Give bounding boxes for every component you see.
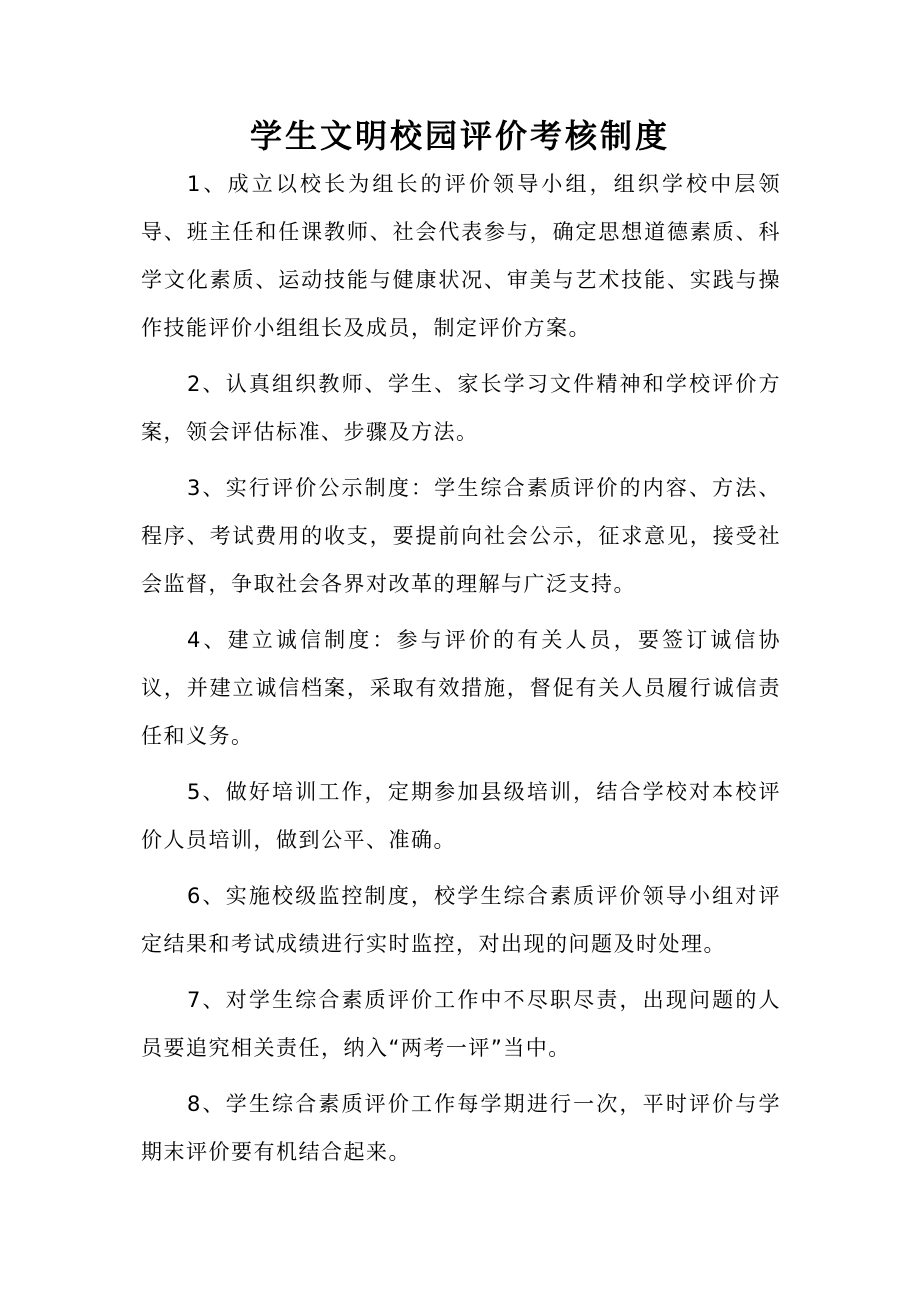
paragraph-2: 2、认真组织教师、学生、家长学习文件精神和学校评价方案，领会评估标准、步骤及方法。 (141, 372, 781, 444)
document-body (141, 160, 781, 1184)
paragraph-3: 3、实行评价公示制度：学生综合素质评价的内容、方法、程序、考试费用的收支，要提前向社会公示，征求意见，接受社会监督，争取社会各界对改革的理解与广泛支持。 (141, 476, 781, 596)
paragraph-4: 4、建立诚信制度：参与评价的有关人员，要签订诚信协议，并建立诚信档案，采取有效措施，督促有关人员履行诚信责任和义务。 (141, 628, 781, 748)
paragraph-6: 6、实施校级监控制度，校学生综合素质评价领导小组对评定结果和考试成绩进行实时监控，对出现的问题及时处理。 (141, 884, 781, 956)
paragraph-7: 7、对学生综合素质评价工作中不尽职尽责，出现问题的人员要追究相关责任，纳入“两考一评”当中。 (141, 988, 781, 1060)
paragraph-5: 5、做好培训工作，定期参加县级培训，结合学校对本校评价人员培训，做到公平、准确。 (141, 780, 781, 852)
paragraph-8: 8、学生综合素质评价工作每学期进行一次，平时评价与学期末评价要有机结合起来。 (141, 1092, 781, 1164)
document-title: 学生文明校园评价考核制度 (249, 117, 670, 155)
paragraph-1: 1、成立以校长为组长的评价领导小组，组织学校中层领导、班主任和任课教师、社会代表参与，确定思想道德素质、科学文化素质、运动技能与健康状况、审美与艺术技能、实践与操作技能评价小组组长及成员，制定评价方案。 (141, 172, 781, 340)
